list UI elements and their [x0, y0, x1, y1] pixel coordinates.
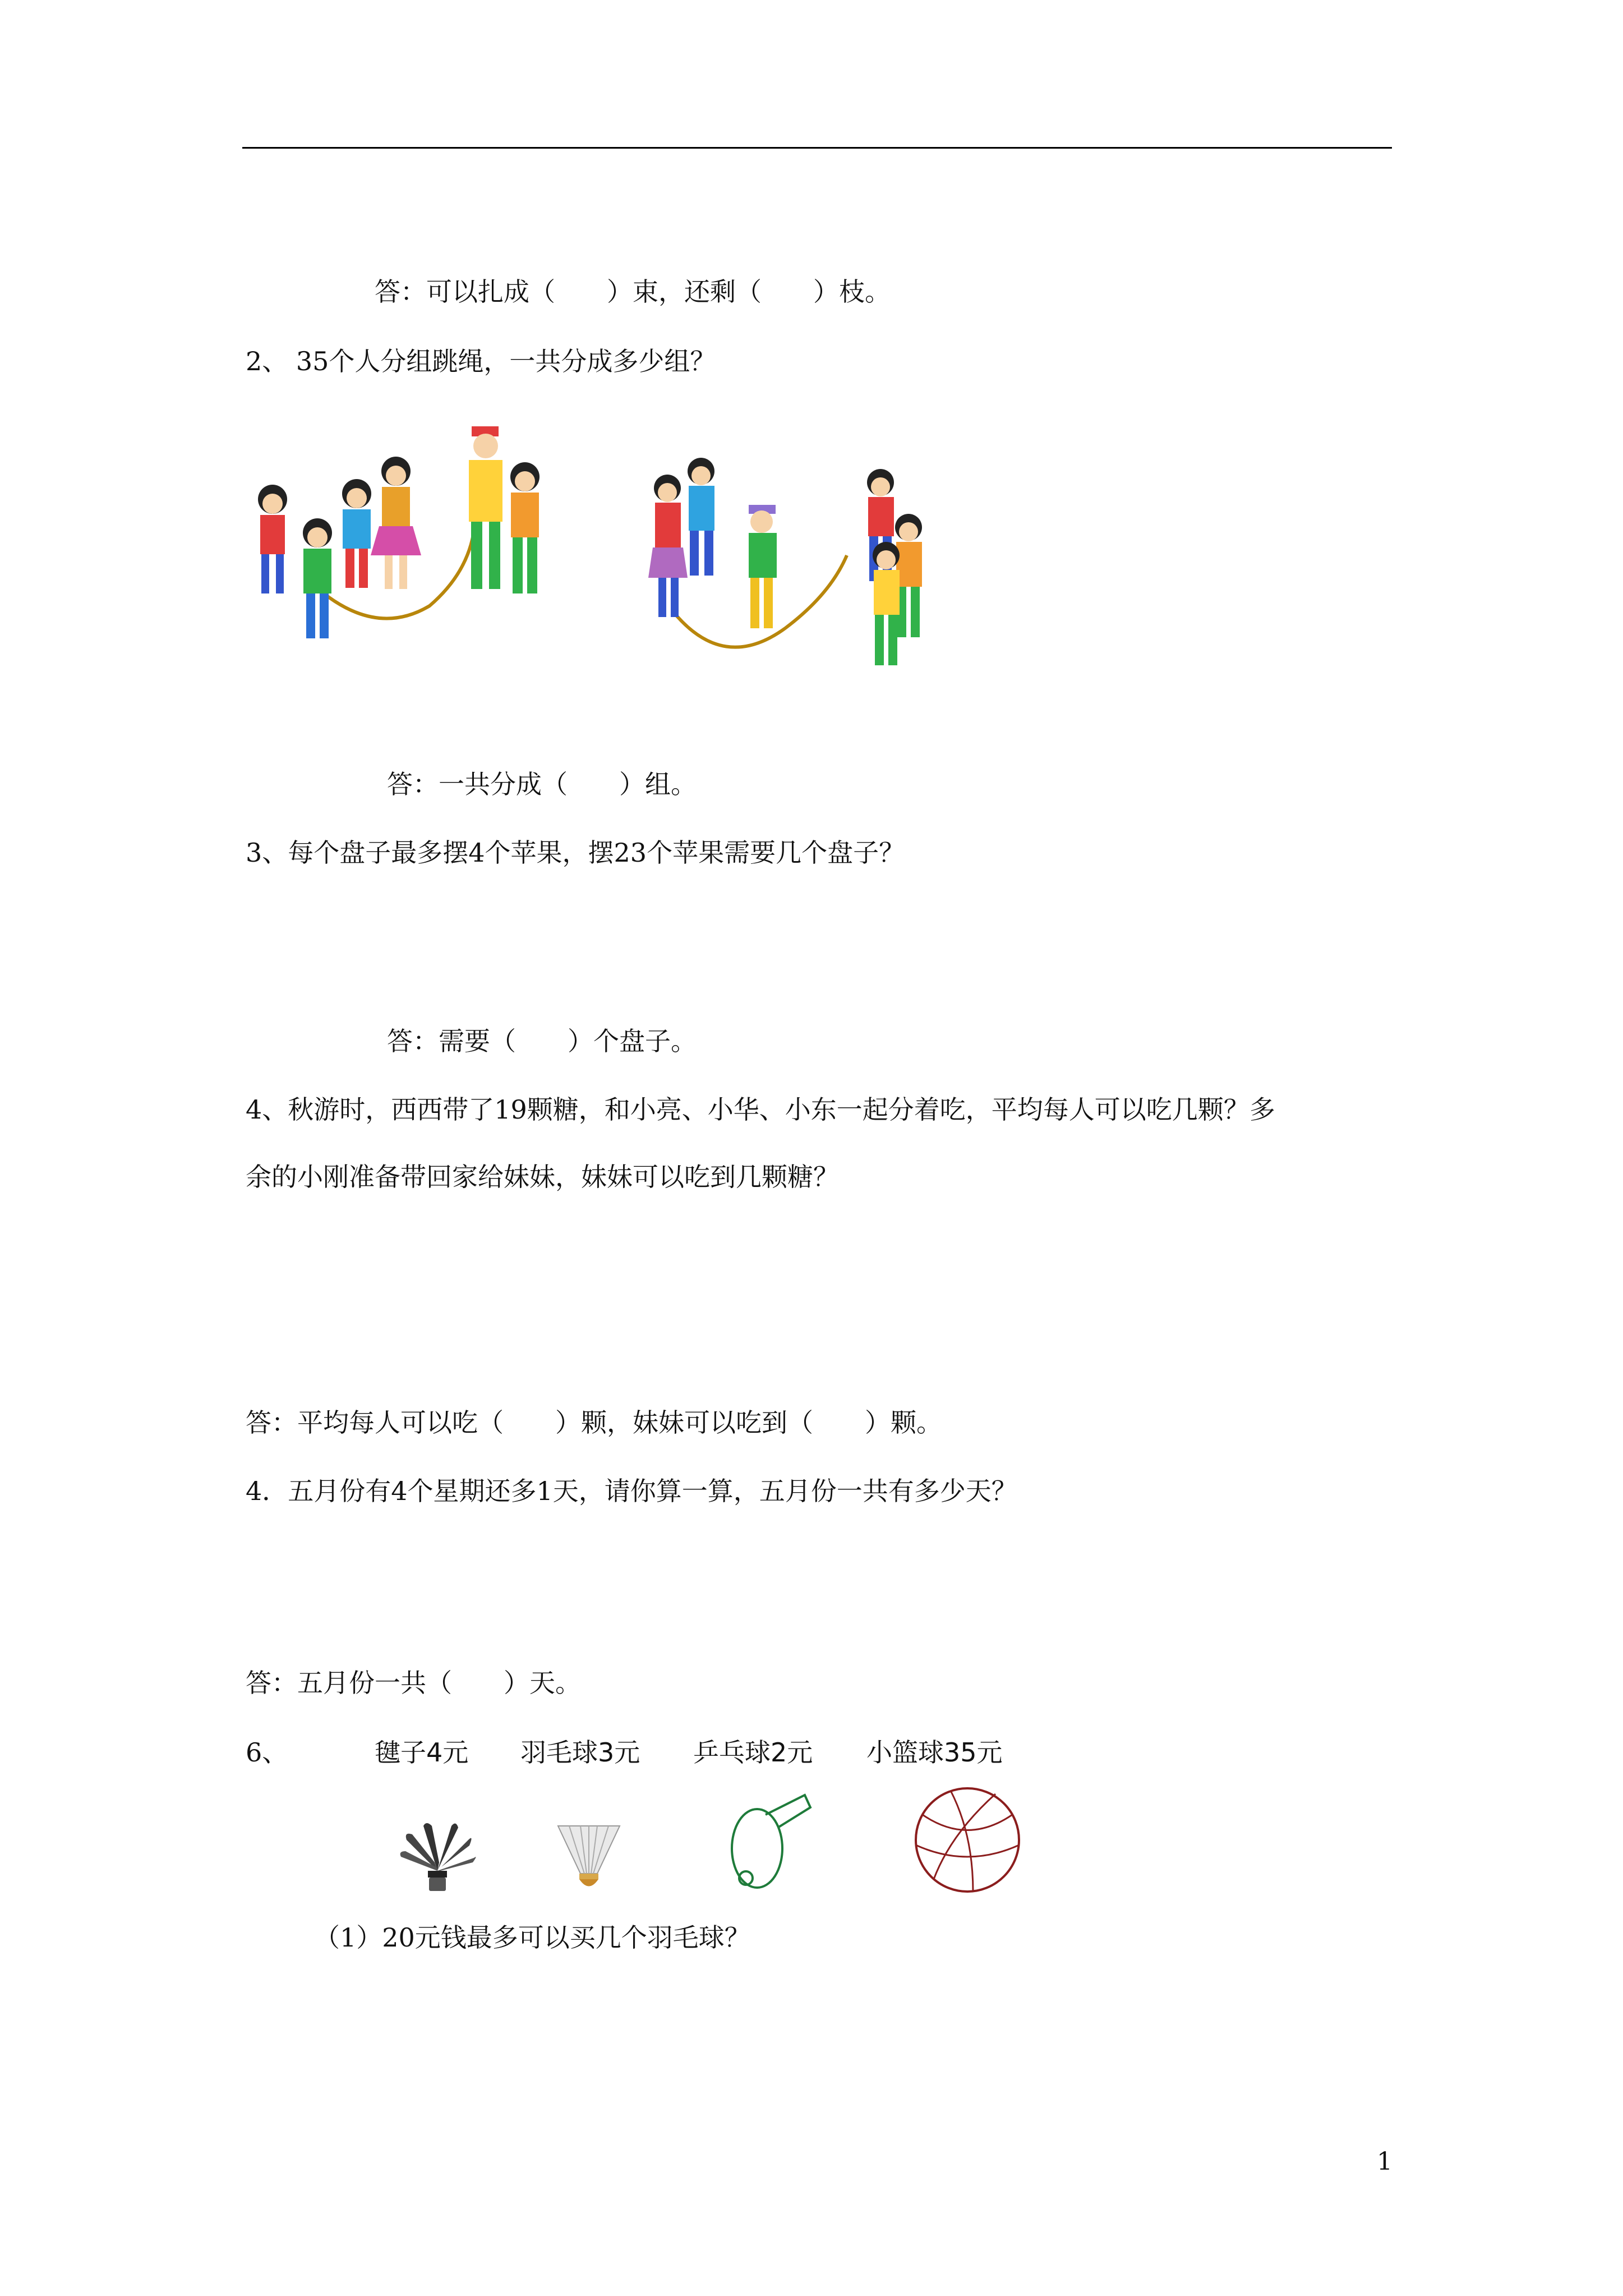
item-label-badminton: 羽毛球3元: [520, 1737, 640, 1768]
header-rule: [242, 147, 1392, 149]
item-label-basketball: 小篮球35元: [866, 1737, 1003, 1768]
q4-question-line2: 余的小刚准备带回家给妹妹，妹妹可以吃到几颗糖？: [246, 1162, 839, 1192]
ping-pong-paddle-icon: [726, 1784, 816, 1896]
q3-question: 3、每个盘子最多摆4个苹果，摆23个苹果需要几个盘子？: [246, 838, 905, 868]
item-label-shuttlecock: 毽子4元: [375, 1737, 469, 1768]
q4-question-line1: 4、秋游时，西西带了19颗糖，和小亮、小华、小东一起分着吃，平均每人可以吃几颗？多: [246, 1094, 1275, 1125]
children-jumping-rope-right-image: [634, 449, 948, 684]
shuttlecock-feather-icon: [395, 1818, 479, 1896]
q2-question: 2、 35个人分组跳绳，一共分成多少组？: [246, 346, 716, 376]
q5-answer: 答：五月份一共（ ）天。: [246, 1668, 581, 1698]
page-number: 1: [1377, 2147, 1393, 2176]
item-label-pingpong: 乒乓球2元: [693, 1737, 813, 1768]
q2-answer: 答：一共分成（ ）组。: [387, 769, 697, 799]
q3-answer: 答：需要（ ）个盘子。: [387, 1026, 697, 1056]
q1-answer: 答：可以扎成（ ）束，还剩（ ）枝。: [375, 277, 891, 307]
basketball-icon: [911, 1784, 1023, 1896]
badminton-shuttlecock-icon: [552, 1820, 625, 1896]
q6-sub1: （1）20元钱最多可以买几个羽毛球？: [314, 1922, 750, 1953]
children-jumping-rope-left-image: [245, 404, 581, 673]
q4-answer: 答：平均每人可以吃（ ）颗，妹妹可以吃到（ ）颗。: [246, 1407, 942, 1438]
q6-number: 6、: [246, 1737, 288, 1768]
q5-question: 4．五月份有4个星期还多1天，请你算一算，五月份一共有多少天？: [246, 1476, 1017, 1506]
